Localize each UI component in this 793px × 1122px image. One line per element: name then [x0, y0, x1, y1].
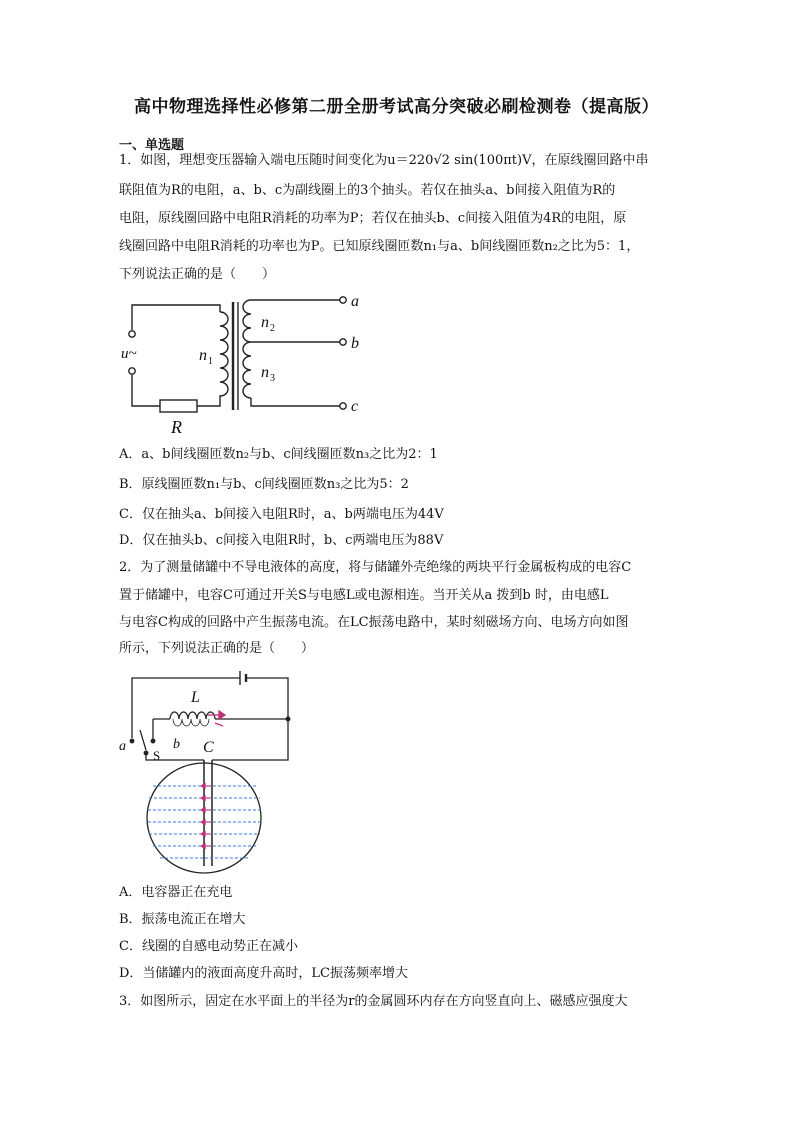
- inductor-l-label: L: [191, 689, 200, 706]
- q2-option-a: A．电容器正在充电: [119, 885, 233, 900]
- q3-line-1: 3．如图所示，固定在水平面上的半径为r的金属圆环内存在方向竖直向上、磁感应强度大: [119, 994, 628, 1009]
- q1-line-3: 电阻，原线圈回路中电阻R消耗的功率为P；若仅在抽头b、c间接入阻值为4R的电阻，原: [119, 211, 627, 226]
- q1-option-d: D．仅在抽头b、c间接入电阻R时，b、c两端电压为88V: [119, 533, 444, 548]
- q1-line-5: 下列说法正确的是（ ）: [119, 267, 276, 282]
- q2-option-c: C．线圈的自感电动势正在减小: [119, 939, 298, 954]
- terminal-c-label: c: [351, 398, 359, 415]
- section-heading: 一、单选题: [119, 138, 185, 153]
- q2-line-1: 2．为了测量储罐中不导电液体的高度，将与储罐外壳绝缘的两块平行金属板构成的电容C: [119, 560, 632, 575]
- q2-line-4: 所示，下列说法正确的是（ ）: [119, 641, 315, 656]
- q2-line-3: 与电容C构成的回路中产生振荡电流。在LC振荡电路中，某时刻磁场方向、电场方向如图: [119, 615, 629, 630]
- terminal-a-label: a: [351, 293, 359, 310]
- q1-line-1: 1．如图，理想变压器输入端电压随时间变化为u＝220√2 sin(100πt)V，在原线圈回路中串: [119, 153, 649, 168]
- n3-sub: 3: [270, 373, 275, 384]
- q1-line-4: 线圈回路中电阻R消耗的功率也为P。已知原线圈匝数n₁与a、b间线圈匝数n₂之比为5：1，: [119, 239, 640, 254]
- q1-line-2: 联阻值为R的电阻，a、b、c为副线圈上的3个抽头。若仅在抽头a、b间接入阻值为R的: [119, 183, 616, 198]
- resistor-r-label: R: [171, 417, 182, 437]
- lc-tank-figure: [115, 668, 300, 878]
- n2-sub: 2: [270, 323, 275, 334]
- n1-sub: 1: [208, 356, 213, 367]
- n1-label: n: [199, 347, 207, 364]
- switch-s-label: S: [153, 748, 161, 763]
- page-title: 高中物理选择性必修第二册全册考试高分突破必刷检测卷（提高版）: [134, 97, 659, 117]
- capacitor-c-label: C: [203, 739, 214, 756]
- q2-option-d: D．当储罐内的液面高度升高时，LC振荡频率增大: [119, 966, 409, 981]
- transformer-figure: [115, 290, 370, 440]
- n2-label: n: [261, 314, 269, 331]
- q2-option-b: B．振荡电流正在增大: [119, 912, 246, 927]
- q2-line-2: 置于储罐中，电容C可通过开关S与电感L或电源相连。当开关从a 拨到b 时，由电感L: [119, 588, 609, 603]
- terminal-b-label: b: [351, 335, 359, 352]
- switch-a-label: a: [119, 739, 126, 754]
- q1-option-c: C．仅在抽头a、b间接入电阻R时，a、b两端电压为44V: [119, 507, 444, 522]
- source-u-label: u~: [121, 346, 137, 362]
- switch-b-label: b: [173, 737, 180, 752]
- q1-option-b: B．原线圈匝数n₁与b、c间线圈匝数n₃之比为5：2: [119, 477, 409, 492]
- n3-label: n: [261, 364, 269, 381]
- q1-option-a: A．a、b间线圈匝数n₂与b、c间线圈匝数n₃之比为2：1: [119, 447, 438, 462]
